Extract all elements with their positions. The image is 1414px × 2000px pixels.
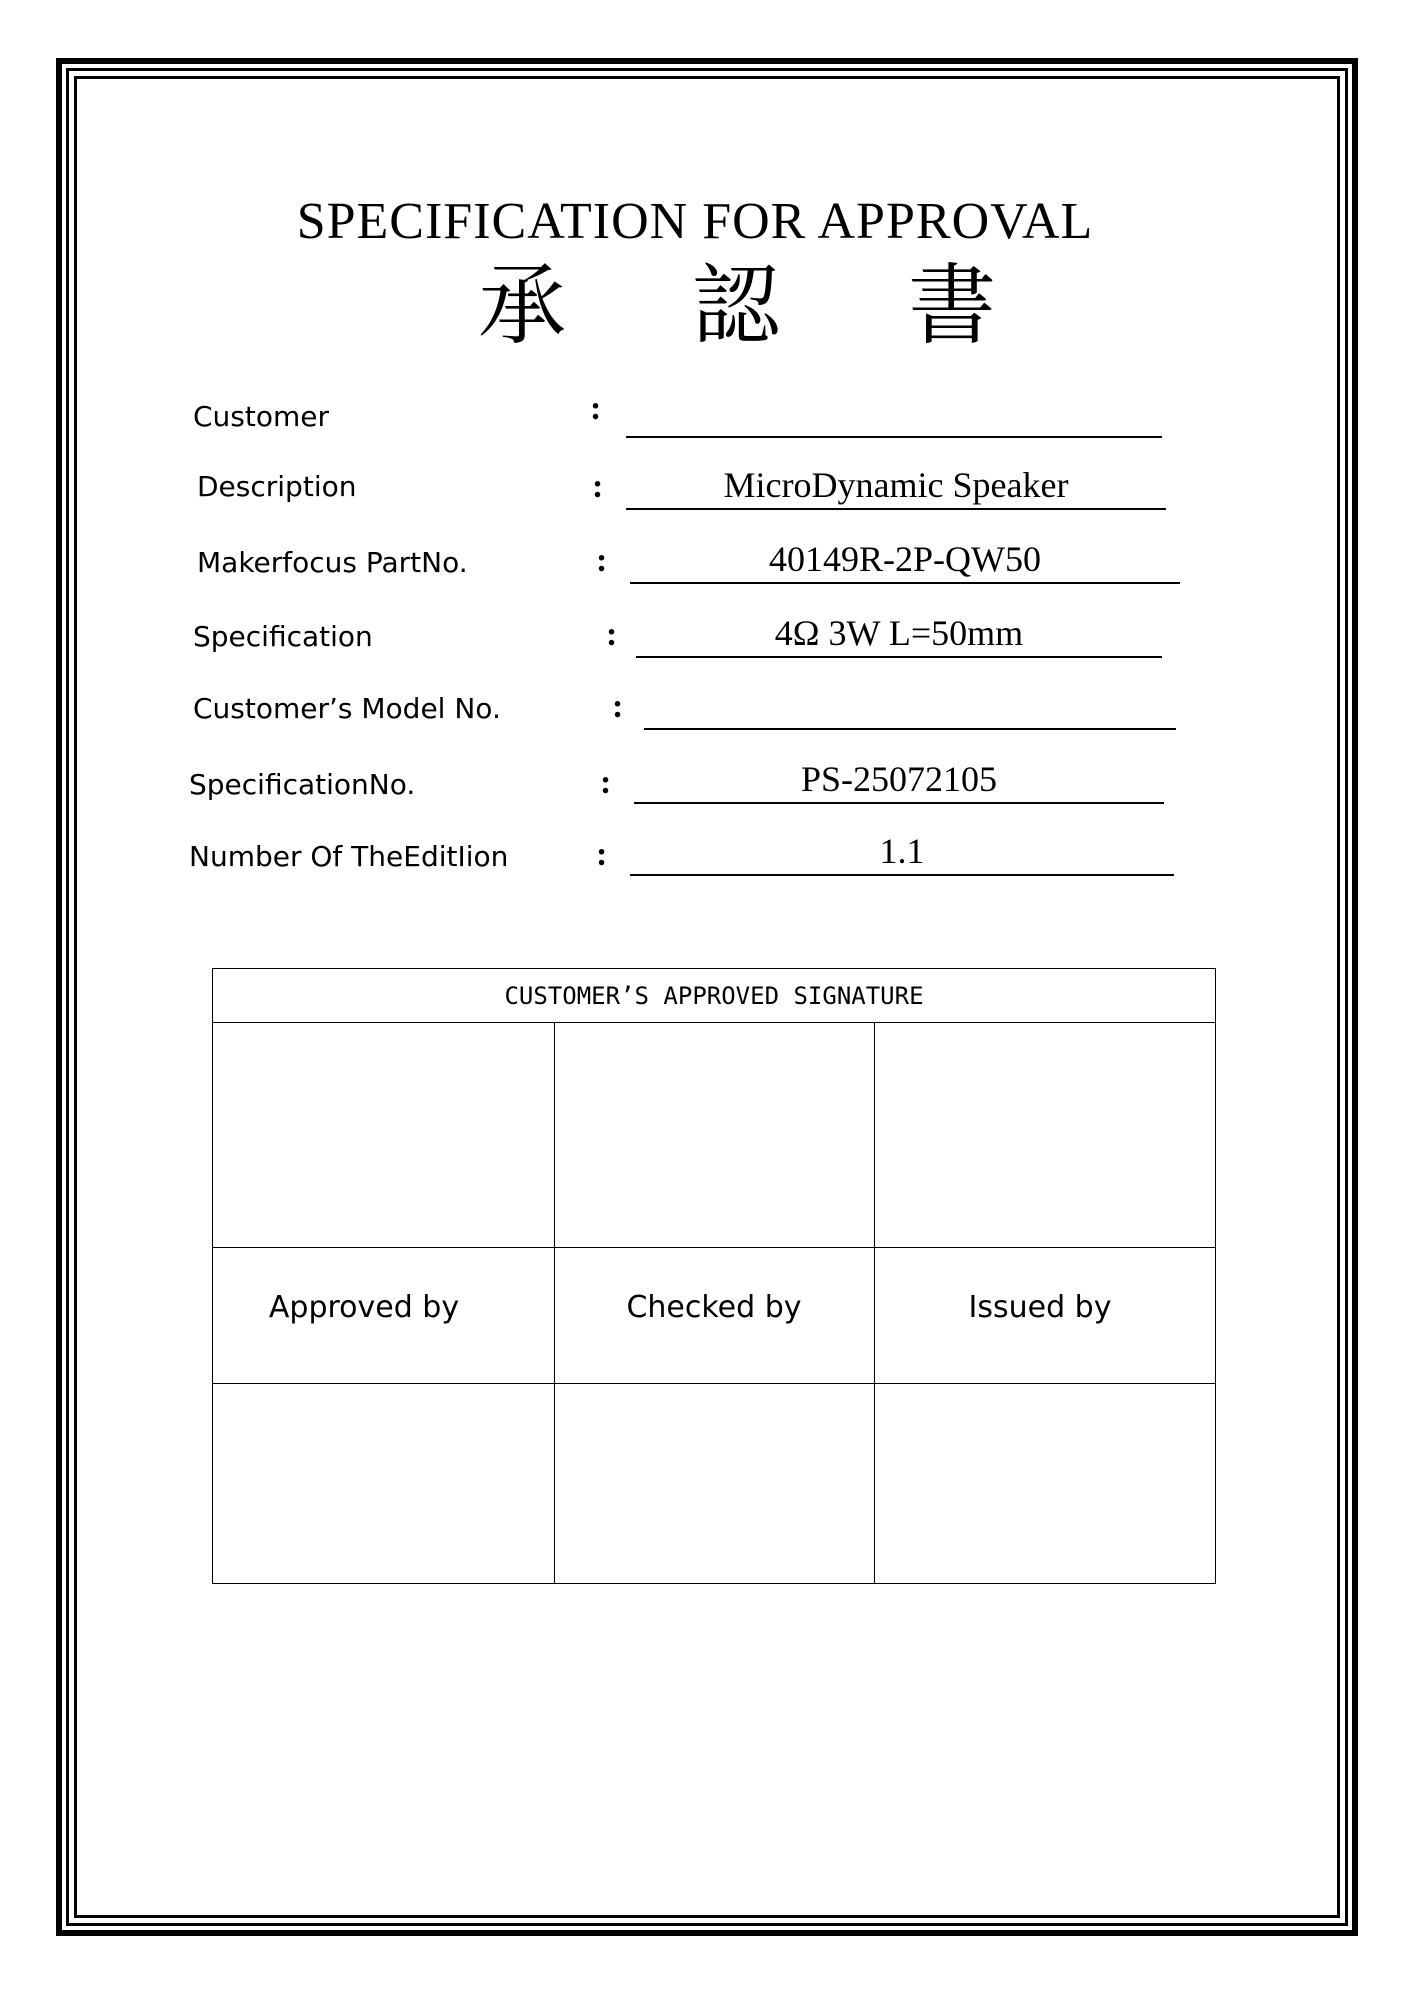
signature-box-approved[interactable] — [214, 1024, 552, 1244]
field-label-description: Description — [197, 470, 357, 503]
signature-box-issued[interactable] — [876, 1024, 1214, 1244]
field-value-specification-no[interactable]: PS-25072105 — [634, 800, 1164, 804]
field-colon: : — [612, 688, 624, 725]
field-colon: : — [606, 616, 618, 653]
field-colon: : — [592, 468, 604, 505]
signature-box-checked[interactable] — [556, 1024, 872, 1244]
field-value-specification[interactable]: 4Ω 3W L=50mm — [636, 654, 1162, 658]
date-box-approved[interactable] — [214, 1384, 552, 1582]
field-value-description[interactable]: MicroDynamic Speaker — [626, 506, 1166, 510]
field-label-customer: Customer — [193, 400, 330, 433]
field-colon: : — [590, 390, 602, 427]
title-cjk-char-1: 承 — [478, 254, 567, 357]
document-title: SPECIFICATION FOR APPROVAL — [296, 193, 1094, 250]
table-divider — [554, 1023, 555, 1583]
field-label-specification: Specification — [193, 620, 373, 653]
date-box-issued[interactable] — [876, 1384, 1214, 1582]
title-cjk-char-2: 認 — [692, 254, 781, 357]
field-value-edition-number[interactable]: 1.1 — [630, 872, 1174, 876]
signature-table-header: CUSTOMER’S APPROVED SIGNATURE — [213, 969, 1215, 1023]
role-label-approved-by: Approved by — [268, 1290, 460, 1325]
field-label-edition-number: Number Of TheEditIion — [189, 840, 509, 873]
date-box-checked[interactable] — [556, 1384, 872, 1582]
field-label-specification-no: SpecificationNo. — [189, 768, 416, 801]
field-colon: : — [600, 764, 612, 801]
table-divider — [874, 1023, 875, 1583]
field-label-partno: Makerfocus PartNo. — [197, 546, 468, 579]
field-value-customer[interactable] — [626, 434, 1162, 438]
title-cjk-char-3: 書 — [908, 254, 997, 357]
field-colon: : — [596, 542, 608, 579]
field-value-customer-model-no[interactable] — [644, 726, 1176, 730]
field-value-partno[interactable]: 40149R-2P-QW50 — [630, 580, 1180, 584]
role-label-checked-by: Checked by — [626, 1290, 802, 1325]
table-divider — [213, 1247, 1215, 1248]
field-colon: : — [596, 836, 608, 873]
field-label-customer-model-no: Customer’s Model No. — [193, 692, 501, 725]
role-label-issued-by: Issued by — [968, 1290, 1112, 1325]
